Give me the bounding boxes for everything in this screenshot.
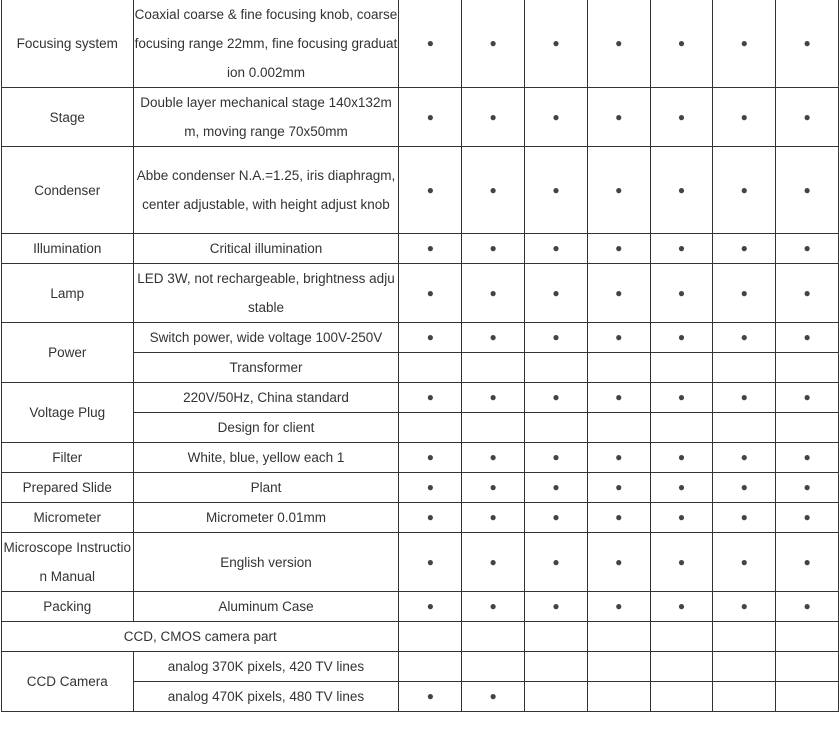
- mark-cell: [713, 682, 776, 712]
- mark-cell: [650, 443, 713, 473]
- bullet-icon: ●: [740, 390, 748, 404]
- bullet-icon: ●: [552, 480, 560, 494]
- mark-cell: [462, 383, 525, 413]
- mark-cell: [399, 443, 462, 473]
- table-row: [2, 592, 839, 622]
- spec-name: Voltage Plug: [2, 383, 134, 443]
- mark-cell: [587, 88, 650, 147]
- table-row: [2, 622, 839, 652]
- mark-cell: [587, 533, 650, 592]
- mark-cell: [525, 323, 588, 353]
- table-row: [2, 383, 839, 413]
- mark-cell: [650, 503, 713, 533]
- mark-cell: [587, 473, 650, 503]
- mark-cell: [650, 323, 713, 353]
- mark-cell: [525, 413, 588, 443]
- table-row: [2, 147, 839, 234]
- mark-cell: [776, 413, 839, 443]
- mark-cell: [525, 353, 588, 383]
- spec-name: CCD Camera: [2, 652, 134, 712]
- bullet-icon: ●: [740, 241, 748, 255]
- mark-cell: [525, 652, 588, 682]
- spec-desc: Aluminum Case: [133, 592, 399, 622]
- bullet-icon: ●: [803, 480, 811, 494]
- spec-name: Microscope Instruction Manual: [2, 533, 134, 592]
- mark-cell: [399, 473, 462, 503]
- bullet-icon: ●: [615, 480, 623, 494]
- mark-cell: [525, 383, 588, 413]
- mark-cell: [587, 383, 650, 413]
- mark-cell: [650, 682, 713, 712]
- bullet-icon: ●: [426, 390, 434, 404]
- mark-cell: [650, 147, 713, 234]
- bullet-icon: ●: [426, 480, 434, 494]
- mark-cell: [713, 533, 776, 592]
- bullet-icon: ●: [426, 109, 434, 124]
- mark-cell: [525, 234, 588, 264]
- table-row: [2, 652, 839, 682]
- bullet-icon: ●: [489, 285, 497, 300]
- bullet-icon: ●: [426, 689, 434, 703]
- mark-cell: [399, 622, 462, 652]
- bullet-icon: ●: [615, 390, 623, 404]
- bullet-icon: ●: [489, 689, 497, 703]
- bullet-icon: ●: [740, 480, 748, 494]
- mark-cell: [587, 413, 650, 443]
- mark-cell: [776, 682, 839, 712]
- mark-cell: [525, 88, 588, 147]
- bullet-icon: ●: [677, 450, 686, 464]
- mark-cell: [399, 503, 462, 533]
- mark-cell: [399, 533, 462, 592]
- mark-cell: [587, 0, 650, 88]
- mark-cell: [399, 682, 462, 712]
- spec-desc: Design for client: [133, 413, 399, 443]
- spec-desc: Switch power, wide voltage 100V-250V: [133, 323, 399, 353]
- spec-name: Micrometer: [2, 503, 134, 533]
- mark-cell: [713, 234, 776, 264]
- mark-cell: [713, 147, 776, 234]
- mark-cell: [587, 652, 650, 682]
- bullet-icon: ●: [489, 599, 497, 613]
- bullet-icon: ●: [740, 554, 748, 569]
- spec-name: Packing: [2, 592, 134, 622]
- bullet-icon: ●: [552, 109, 560, 124]
- mark-cell: [650, 592, 713, 622]
- table-row: [2, 0, 839, 88]
- table-row: [2, 503, 839, 533]
- bullet-icon: ●: [489, 330, 497, 344]
- table-row: [2, 323, 839, 353]
- spec-desc: Transformer: [133, 353, 399, 383]
- spec-name: Condenser: [2, 147, 134, 234]
- spec-desc: Double layer mechanical stage 140x132mm, moving range 70x50mm: [133, 88, 399, 147]
- bullet-icon: ●: [552, 285, 560, 300]
- spec-desc: Coaxial coarse & fine focusing knob, coarse focusing range 22mm, fine focusing graduation 0.002mm: [133, 0, 399, 88]
- mark-cell: [776, 353, 839, 383]
- mark-cell: [462, 147, 525, 234]
- bullet-icon: ●: [615, 241, 623, 255]
- bullet-icon: ●: [615, 450, 623, 464]
- bullet-icon: ●: [677, 330, 686, 344]
- table-row: [2, 533, 839, 592]
- mark-cell: [650, 383, 713, 413]
- spec-name: Lamp: [2, 264, 134, 323]
- mark-cell: [399, 264, 462, 323]
- spec-desc: LED 3W, not rechargeable, brightness adjustable: [133, 264, 399, 323]
- bullet-icon: ●: [740, 450, 748, 464]
- spec-desc: English version: [133, 533, 399, 592]
- bullet-icon: ●: [740, 182, 748, 197]
- mark-cell: [713, 264, 776, 323]
- bullet-icon: ●: [677, 554, 686, 569]
- table-row: [2, 264, 839, 323]
- spec-desc: Plant: [133, 473, 399, 503]
- mark-cell: [462, 0, 525, 88]
- spec-table: [1, 0, 839, 712]
- mark-cell: [399, 592, 462, 622]
- mark-cell: [462, 443, 525, 473]
- mark-cell: [587, 443, 650, 473]
- bullet-icon: ●: [489, 241, 497, 255]
- spec-name: Stage: [2, 88, 134, 147]
- bullet-icon: ●: [803, 510, 811, 524]
- bullet-icon: ●: [803, 182, 811, 197]
- bullet-icon: ●: [677, 109, 686, 124]
- bullet-icon: ●: [615, 554, 623, 569]
- mark-cell: [650, 353, 713, 383]
- mark-cell: [399, 413, 462, 443]
- mark-cell: [462, 473, 525, 503]
- bullet-icon: ●: [677, 36, 686, 50]
- mark-cell: [399, 147, 462, 234]
- bullet-icon: ●: [426, 36, 434, 50]
- bullet-icon: ●: [489, 390, 497, 404]
- mark-cell: [650, 88, 713, 147]
- spec-desc: 220V/50Hz, China standard: [133, 383, 399, 413]
- mark-cell: [713, 88, 776, 147]
- mark-cell: [713, 622, 776, 652]
- bullet-icon: ●: [803, 330, 811, 344]
- bullet-icon: ●: [489, 480, 497, 494]
- mark-cell: [587, 592, 650, 622]
- mark-cell: [776, 652, 839, 682]
- mark-cell: [587, 264, 650, 323]
- bullet-icon: ●: [803, 109, 811, 124]
- bullet-icon: ●: [803, 390, 811, 404]
- mark-cell: [462, 622, 525, 652]
- mark-cell: [587, 323, 650, 353]
- bullet-icon: ●: [677, 510, 686, 524]
- mark-cell: [776, 147, 839, 234]
- bullet-icon: ●: [803, 241, 811, 255]
- spec-name: Power: [2, 323, 134, 383]
- bullet-icon: ●: [615, 510, 623, 524]
- bullet-icon: ●: [552, 599, 560, 613]
- bullet-icon: ●: [677, 241, 686, 255]
- mark-cell: [587, 234, 650, 264]
- mark-cell: [525, 682, 588, 712]
- spec-name: Focusing system: [2, 0, 134, 88]
- mark-cell: [713, 503, 776, 533]
- mark-cell: [650, 652, 713, 682]
- mark-cell: [462, 353, 525, 383]
- mark-cell: [462, 413, 525, 443]
- bullet-icon: ●: [677, 599, 686, 613]
- bullet-icon: ●: [740, 36, 748, 50]
- bullet-icon: ●: [740, 599, 748, 613]
- mark-cell: [713, 353, 776, 383]
- mark-cell: [462, 592, 525, 622]
- mark-cell: [462, 533, 525, 592]
- bullet-icon: ●: [740, 330, 748, 344]
- mark-cell: [650, 0, 713, 88]
- mark-cell: [399, 652, 462, 682]
- mark-cell: [776, 533, 839, 592]
- table-row: [2, 473, 839, 503]
- mark-cell: [776, 592, 839, 622]
- bullet-icon: ●: [552, 554, 560, 569]
- mark-cell: [650, 473, 713, 503]
- bullet-icon: ●: [552, 450, 560, 464]
- bullet-icon: ●: [803, 285, 811, 300]
- mark-cell: [525, 533, 588, 592]
- mark-cell: [776, 622, 839, 652]
- mark-cell: [713, 652, 776, 682]
- bullet-icon: ●: [489, 182, 497, 197]
- bullet-icon: ●: [489, 109, 497, 124]
- mark-cell: [650, 264, 713, 323]
- mark-cell: [399, 0, 462, 88]
- mark-cell: [525, 264, 588, 323]
- table-row: [2, 234, 839, 264]
- mark-cell: [525, 503, 588, 533]
- bullet-icon: ●: [426, 330, 434, 344]
- mark-cell: [462, 652, 525, 682]
- mark-cell: [399, 234, 462, 264]
- table-row: [2, 88, 839, 147]
- mark-cell: [776, 88, 839, 147]
- mark-cell: [399, 323, 462, 353]
- mark-cell: [713, 0, 776, 88]
- mark-cell: [399, 353, 462, 383]
- bullet-icon: ●: [426, 450, 434, 464]
- bullet-icon: ●: [677, 182, 686, 197]
- mark-cell: [525, 443, 588, 473]
- mark-cell: [776, 473, 839, 503]
- bullet-icon: ●: [615, 330, 623, 344]
- mark-cell: [462, 323, 525, 353]
- bullet-icon: ●: [426, 182, 434, 197]
- spec-name: Illumination: [2, 234, 134, 264]
- bullet-icon: ●: [615, 599, 623, 613]
- bullet-icon: ●: [552, 182, 560, 197]
- mark-cell: [399, 383, 462, 413]
- mark-cell: [587, 503, 650, 533]
- table-row: [2, 443, 839, 473]
- mark-cell: [587, 147, 650, 234]
- mark-cell: [650, 234, 713, 264]
- bullet-icon: ●: [489, 36, 497, 50]
- mark-cell: [713, 383, 776, 413]
- mark-cell: [776, 264, 839, 323]
- bullet-icon: ●: [426, 554, 434, 569]
- mark-cell: [525, 592, 588, 622]
- mark-cell: [462, 88, 525, 147]
- bullet-icon: ●: [803, 450, 811, 464]
- bullet-icon: ●: [426, 510, 434, 524]
- spec-desc: Abbe condenser N.A.=1.25, iris diaphragm, center adjustable, with height adjust knob: [133, 147, 399, 234]
- bullet-icon: ●: [552, 241, 560, 255]
- mark-cell: [525, 473, 588, 503]
- mark-cell: [776, 503, 839, 533]
- mark-cell: [525, 622, 588, 652]
- mark-cell: [587, 622, 650, 652]
- bullet-icon: ●: [552, 330, 560, 344]
- spec-desc: Critical illumination: [133, 234, 399, 264]
- mark-cell: [650, 622, 713, 652]
- bullet-icon: ●: [489, 554, 497, 569]
- mark-cell: [776, 383, 839, 413]
- bullet-icon: ●: [615, 285, 623, 300]
- bullet-icon: ●: [803, 599, 811, 613]
- mark-cell: [713, 443, 776, 473]
- mark-cell: [462, 682, 525, 712]
- mark-cell: [776, 323, 839, 353]
- bullet-icon: ●: [740, 285, 748, 300]
- bullet-icon: ●: [426, 241, 434, 255]
- spec-name: Filter: [2, 443, 134, 473]
- bullet-icon: ●: [677, 285, 686, 300]
- bullet-icon: ●: [740, 510, 748, 524]
- mark-cell: [713, 323, 776, 353]
- mark-cell: [587, 353, 650, 383]
- mark-cell: [713, 592, 776, 622]
- bullet-icon: ●: [552, 510, 560, 524]
- mark-cell: [462, 503, 525, 533]
- spec-name: Prepared Slide: [2, 473, 134, 503]
- bullet-icon: ●: [489, 450, 497, 464]
- mark-cell: [462, 264, 525, 323]
- bullet-icon: ●: [552, 36, 560, 50]
- bullet-icon: ●: [426, 285, 434, 300]
- bullet-icon: ●: [615, 109, 623, 124]
- mark-cell: [776, 234, 839, 264]
- camera-section-header: CCD, CMOS camera part: [2, 622, 399, 652]
- mark-cell: [525, 0, 588, 88]
- mark-cell: [462, 234, 525, 264]
- bullet-icon: ●: [677, 480, 686, 494]
- bullet-icon: ●: [677, 390, 686, 404]
- bullet-icon: ●: [803, 36, 811, 50]
- mark-cell: [587, 682, 650, 712]
- mark-cell: [650, 413, 713, 443]
- mark-cell: [399, 88, 462, 147]
- spec-desc: White, blue, yellow each 1: [133, 443, 399, 473]
- spec-desc: analog 470K pixels, 480 TV lines: [133, 682, 399, 712]
- bullet-icon: ●: [489, 510, 497, 524]
- bullet-icon: ●: [615, 182, 623, 197]
- bullet-icon: ●: [426, 599, 434, 613]
- mark-cell: [525, 147, 588, 234]
- bullet-icon: ●: [740, 109, 748, 124]
- mark-cell: [713, 413, 776, 443]
- spec-table-body: [2, 0, 839, 712]
- mark-cell: [776, 443, 839, 473]
- bullet-icon: ●: [615, 36, 623, 50]
- mark-cell: [776, 0, 839, 88]
- spec-desc: analog 370K pixels, 420 TV lines: [133, 652, 399, 682]
- spec-desc: Micrometer 0.01mm: [133, 503, 399, 533]
- mark-cell: [713, 473, 776, 503]
- bullet-icon: ●: [552, 390, 560, 404]
- bullet-icon: ●: [803, 554, 811, 569]
- mark-cell: [650, 533, 713, 592]
